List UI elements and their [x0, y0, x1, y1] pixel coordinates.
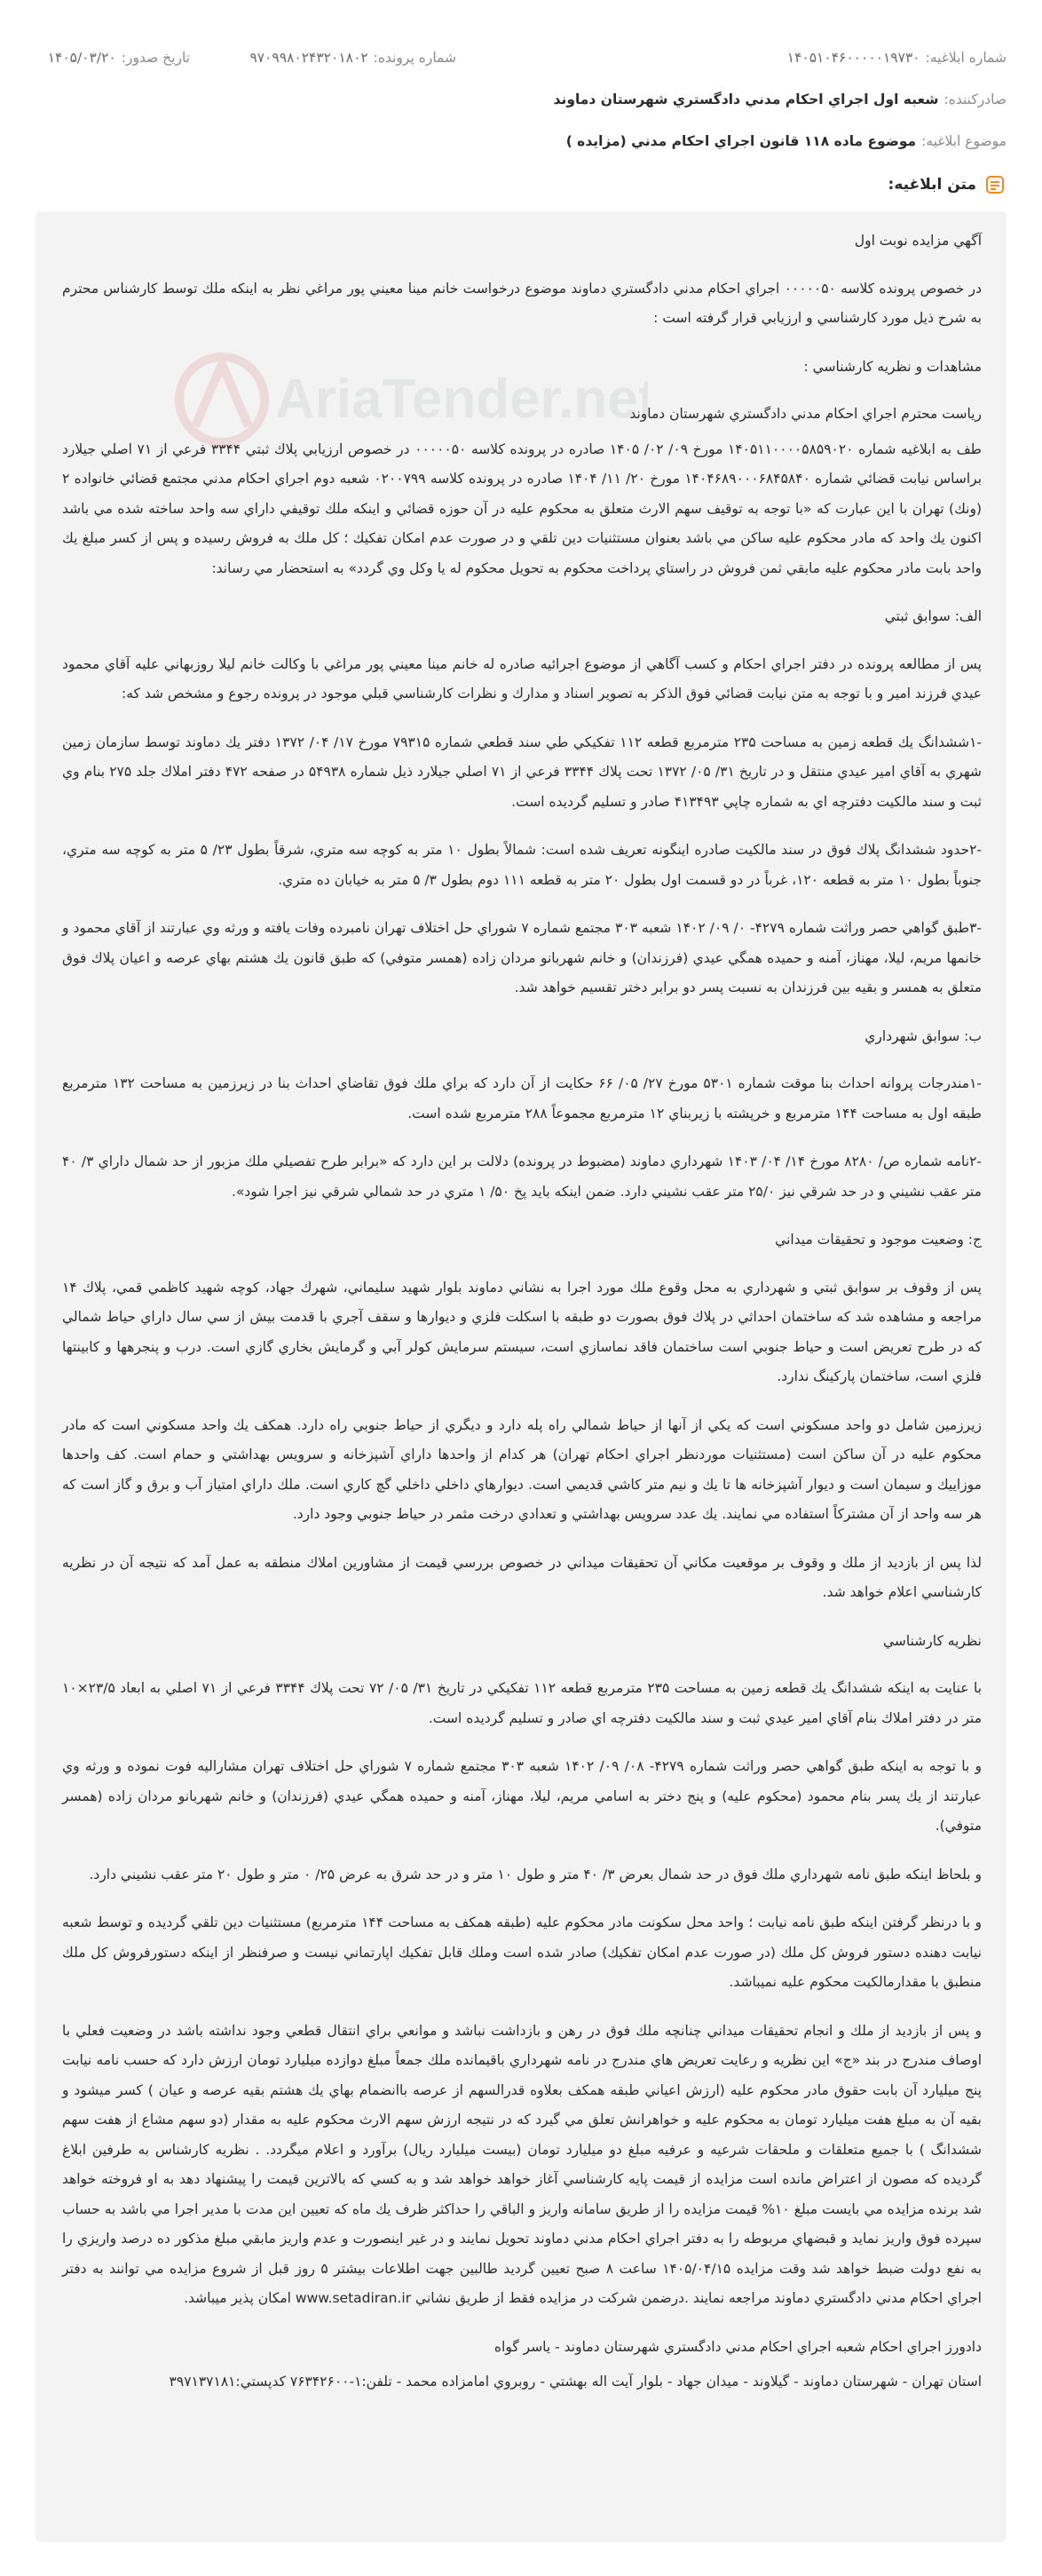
section-title: متن ابلاغیه: — [888, 176, 976, 194]
paragraph-field-3: لذا پس از بازديد از ملك و وقوف بر موقعيت مكاني آن تحقيقات ميداني در خصوص بررسي قيمت از مشاورين املاك منطقه به عمل آمد كه نتيجه آن در نظريه كارشناسي اعلام خواهد شد. — [62, 1554, 982, 1600]
paragraph-registration-3: -۳طبق گواهي حصر وراثت شماره ۴۲۷۹- ۰/ ۰۹/ ۱۴۰۲ شعبه ۳۰۳ مجتمع شماره ۷ شوراي حل اختلاف تهران نامبرده وفات يافته و ورثه وي عبارتند از آقاي محمود و خانمها مريم، ليلا، مهناز، آمنه و حميده همگي عيدي (فرزندان) و خانم شهربانو مردان زاده (همسر متوفي) كه طبق قانون يك هشتم بهاي عرصه و اعيان پلاك فوق متعلق به همسر و بقيه بين فرزندان به نسبت پسر دو برابر دختر تقسيم خواهد شد. — [62, 920, 982, 995]
paragraph-registration-2: -۲حدود ششدانگ پلاك فوق در سند مالكيت صادره اينگونه تعريف شده است: شمالاً بطول ۱۰ متر به كوچه سه متري، شرقاً بطول ۲۳/ ۵ متر به كوچه سه متري، جنوباً بطول ۱۰ متر به قطعه ۱۲۰، غرباً در دو قسمت اول بطول ۲۰ متر به قطعه ۱۱۱ دوم بطول ۳/ ۵ متر به خيابان ده متري. — [62, 842, 982, 888]
file-number-label: شماره پرونده: — [373, 50, 456, 66]
meta-row-subject — [36, 117, 1006, 165]
issuer — [554, 91, 1006, 107]
notice-number-value: ۱۴۰۵۱۰۴۶۰۰۰۰۰۱۹۷۳۰ — [786, 50, 920, 66]
meta-row-issuer — [36, 82, 1006, 117]
meta-row-numbers — [36, 34, 1006, 82]
subject-label: موضوع ابلاغیه: — [921, 133, 1006, 149]
paragraph-opinion-5: و پس از بازديد از ملك و انجام تحقيقات ميداني چنانچه ملك فوق در رهن و بازداشت نباشد و موانعي براي انتقال قطعي وجود نداشته باشد در وضعيت فعلي با اوصاف مندرج در بند «ج» اين نظريه و رعايت تعريض هاي مندرج در نامه شهرداري باقيمانده ملك جمعاً مبلغ دوازده ميليارد تومان ارزش دارد كه حسب نامه نيابت پنج ميليارد آن بابت حقوق مادر محكوم عليه (ارزش اعياني طبقه همكف بعلاوه قدرالسهم از عرصه باانضمام بهاي يك هشتم بقيه عرصه و عيان ) كسر ميشود و بقيه آن به مبلغ هفت ميليارد تومان به محكوم عليه و خواهرانش تعلق مي گيرد كه در نتيجه ارزش سهم الارث محكوم عليه به مقدار (دو سهم مشاع از هفت سهم ششدانگ ) با جميع متعلقات و ملحقات شرعيه و عرفيه مبلغ دو ميليارد تومان (بيست ميليارد ريال) برآورد و اعلام ميگردد. . نظريه كارشناس به طرفين ابلاغ گرديده كه مصون از اعتراض مانده است مزايده از قيمت پايه كارشناسي آغاز خواهد خواهد شد و به كسي كه بالاترين قيمت را پيشنهاد دهد به او فروخته خواهد شد برنده مزايده مي بايست مبلغ ۱۰% قيمت مزايده را از طريق سامانه واريز و الباقي را حداكثر ظرف يك ماه كه تعيين اين مدت با مدير اجرا مي باشد به حساب سپرده فوق واريز نمايد و قبضهاي مربوطه را به دفتر اجراي احكام مدني دماوند تحويل نمايند و در غير اينصورت و عدم واريز مابقي مبلغ مذكور ده درصد واريزي را به نفع دولت ضبط خواهد شد وقت مزايده ۱۴۰۵/۰۴/۱۵ ساعت ۸ صبح تعيين گرديد طالبين جهت اطلاعات بيشتر ۵ روز قبل از شروع مزايده مي توانند به دفتر اجراي احكام مدني دادگستري دماوند مراجعه نمايند .درضمن شركت در مزايده فقط از طريق نشاني www.setadiran.ir امكان پذير ميباشد. — [62, 2022, 982, 2306]
paragraph-heading-registration: الف: سوابق ثبتي — [884, 608, 982, 624]
paragraph-field-1: پس از وقوف بر سوابق ثبتي و شهرداري به محل وقوع ملك مورد اجرا به نشاني دماوند بلوار شهيد سليماني، شهرك جهاد، كوچه شهيد كاظمي قمي، پلاك ۱۴ مراجعه و مشاهده شد كه ساختمان احداثي در پلاك فوق بصورت دو طبقه با اسكلت فلزي و ديوارها و سقف آجري با قدمت بيش از سي سال داراي حياط شمالي كه در طرح تعريض است و حياط جنوبي است ساختمان فاقد نماسازي است، سيستم سرمايش كولر آبي و گرمايش بخاري گازي است. درب و پنجرهها و كابينتها فلزي است، ساختمان پاركينگ ندارد. — [62, 1279, 982, 1384]
issue-date — [48, 50, 190, 66]
notice-number — [456, 50, 1006, 66]
notice-number-label: شماره ابلاغیه: — [925, 50, 1006, 66]
paragraph-registration-review: پس از مطالعه پرونده در دفتر اجراي احكام و كسب آگاهي از موضوع اجرائيه صادره له خانم مينا معيني پور مراغي با وكالت خانم ليلا روزبهاني عليه آقاي محمود عيدي فرزند امير و با توجه به متن نيابت قضائي فوق الذكر به تصوير اسناد و مدارك و نظرات كارشناسي قبلي موجود در پرونده رجوع و مشخص شد كه: — [62, 655, 982, 701]
paragraph-opinion-4: و با درنظر گرفتن اينكه طبق نامه نيابت ؛ واحد محل سكونت مادر محكوم عليه (طبقه همكف به مساحت ۱۴۴ مترمربع) مستثنيات دين تلقي گرديده و توسط شعبه نيابت دهنده دستور فروش كل ملك (در صورت عدم امكان تفكيك) صادر شده است وملك قابل تفكيك اپارتماني نيست و صرفنظر از اينكه دستورفروش كل ملك منطبق با مقدارمالكيت محكوم عليه نمیباشد. — [62, 1914, 982, 1990]
paragraph-heading-municipality: ب: سوابق شهرداري — [864, 1027, 982, 1044]
subject-value: موضوع ماده ۱۱۸ قانون اجراي احکام مدني (مزايده ) — [565, 133, 917, 149]
issuer-label: صادرکننده: — [943, 91, 1006, 107]
paragraph-title: آگهي مزايده نوبت اول — [854, 233, 982, 249]
notice-meta — [36, 34, 1006, 165]
paragraph-registration-1: -۱ششدانگ يك قطعه زمين به مساحت ۲۳۵ مترمربع قطعه ۱۱۲ تفكيكي طي سند قطعي شماره ۷۹۳۱۵ مورخ ۱۷/ ۰۴/ ۱۳۷۲ دفتر يك دماوند توسط سازمان زمين شهري به آقاي امير عيدي منتقل و در تاريخ ۳۱/ ۰۵/ ۱۳۷۲ تحت پلاك ۳۳۴۴ فرعي از ۷۱ اصلي جيلارد ذيل شماره ۵۴۹۳۸ در صفحه ۴۷۲ دفتر املاك جلد ۲۷۵ بنام وي ثبت و سند مالكيت دفترچه اي به شماره چاپي ۴۱۳۴۹۳ صادر و تسليم گرديده است. — [62, 733, 982, 810]
paragraph-municipality-2: -۲نامه شماره ص/ ۸۲۸۰ مورخ ۱۴/ ۰۴/ ۱۴۰۳ شهرداري دماوند (مضبوط در پرونده) دلالت بر اين دارد كه «برابر طرح تفصيلي ملك مزبور از حد شمال داراي ۳/ ۴۰ متر عقب نشيني و در حد شرقي نيز ۲۵/۰ متر عقب نشيني دارد. ضمن اينكه بايد پخ ۵۰/ ۱ متري در حد شمالي شرقي نيز اجرا شود». — [62, 1153, 982, 1200]
file-number-value: ۹۷۰۹۹۸۰۲۴۳۲۰۱۸۰۲ — [249, 50, 368, 66]
paragraph-heading-opinion: نظريه كارشناسي — [882, 1632, 982, 1649]
paragraph-opinion-1: با عنايت به اينكه ششدانگ يك قطعه زمين به مساحت ۲۳۵ مترمربع قطعه ۱۱۲ تفكيكي در تاريخ ۳۱/ ۰۵/ ۷۲ تحت پلاك ۳۳۴۴ فرعي از ۷۱ اصلي به ابعاد ۲۳/۵×۱۰ متر در دفتر املاك بنام آقاي امير عيدي ثبت و سند مالكيت دفترچه اي صادر و تسليم گرديده است. — [62, 1680, 983, 1726]
notice-body — [62, 226, 982, 2403]
paragraph-municipality-1: -۱مندرجات پروانه احداث بنا موقت شماره ۵۳۰۱ مورخ ۲۷/ ۰۵/ ۶۶ حكايت از آن دارد كه براي ملك فوق تقاضاي احداث بنا در زيرزمين به مساحت ۱۳۲ مترمربع طبقه اول به مساحت ۱۴۴ مترمربع و خرپشته با زيربناي ۱۲ مترمربع مجموعاً ۲۸۸ مترمربع شده است. — [62, 1075, 983, 1122]
issue-date-value: ۱۴۰۵/۰۳/۲۰ — [47, 50, 116, 66]
paragraph-signature: دادورز اجراي احكام شعبه اجراي احكام مدني دادگستري شهرستان دماوند - ياسر گواه — [493, 2338, 982, 2355]
paragraph-heading-field: ج: وضعيت موجود و تحقيقات ميداني — [775, 1232, 982, 1248]
paragraph-addressee: رياست محترم اجراي احكام مدني دادگستري شهرستان دماوند — [629, 406, 982, 422]
paragraph-reference: طف به ابلاغيه شماره ۱۴۰۵۱۱۰۰۰۰۵۸۵۹۰۲۰ مورخ ۰۹/ ۰۲/ ۱۴۰۵ صادره در پرونده كلاسه ۰۰۰۰۰۵۰ در خصوص ارزيابي پلاك ثبتي ۳۳۴۴ فرعي از ۷۱ اصلي جيلارد براساس نيابت قضائي شماره ۱۴۰۴۶۸۹۰۰۰۶۸۴۵۸۴۰ مورخ ۲۰/ ۱۱/ ۱۴۰۴ صادره در پرونده كلاسه ۰۲۰۰۷۹۹ شعبه دوم اجراي احكام مدني مجتمع قضائي خانواده ۲ (ونك) تهران با اين عبارت كه «با توجه به توقيف سهم الارث متعلق به محكوم عليه در آن حوزه قضائي و اينكه ملك توقيفي داراي سه واحد ساخته شده مي باشد اكنون يك واحد كه مادر محكوم عليه ساكن مي باشد بعنوان مستثنيات دين تلقي و در صورت عدم امكان تفكيك ؛ كل ملك به فروش رسيده و پس از كسر مبلغ يك واحد بابت مادر محكوم عليه مابقي ثمن فروش در راستاي پرداخت محكوم به تحويل محكوم له يا وكل وي گردد» به استحضار مي رساند: — [62, 440, 983, 576]
subject — [566, 133, 1006, 149]
paragraph-field-2: زيرزمين شامل دو واحد مسكوني است كه يكي از آنها از حياط شمالي راه پله دارد و ديگري از حياط جنوبي راه دارد. همكف يك واحد مسكوني است كه مادر محكوم عليه در آن ساكن است (مستثنيات موردنظر اجراي احكام تهران) هر كدام از واحدها داراي آشپزخانه و سرويس بهداشتي و حمام است. كف واحدها موزاييك و سيمان است و ديوار آشپزخانه ها تا يك و نيم متر كاشي قديمي است. ديوارهاي داخلي داخلي گچ كاري است. ملك داراي امتياز آب و برق و گاز است كه هر سه واحد از آن مشتركاً استفاده مي نمايند. يك عدد سرويس بهداشتي و تعدادي درخت مثمر در حياط جنوبي وجود دارد. — [62, 1416, 982, 1522]
paragraph-address: استان تهران - شهرستان دماوند - گيلاوند - ميدان جهاد - بلوار آيت اله بهشتي - روبروي امامزاده محمد - تلفن:۱-۷۶۳۴۲۶۰۰ كدپستي:۳۹۷۱۳۷۱۸۱ — [169, 2374, 982, 2390]
file-number — [190, 50, 456, 66]
document-icon — [983, 173, 1006, 196]
paragraph-opinion-3: و بلحاظ اينكه طبق نامه شهرداري ملك فوق در حد شمال بعرض ۳/ ۴۰ متر و طول ۱۰ متر و در حد شرق به عرض ۲۵/ ۰ متر و طول ۲۰ متر عقب نشيني دارد. — [89, 1866, 982, 1882]
issuer-value: شعبه اول اجراي احكام مدني دادگستري شهرستان دماوند — [553, 91, 939, 107]
paragraph-opinion-2: و با توجه به اينكه طبق گواهي حصر وراثت شماره ۴۲۷۹- ۰۸/ ۰۹/ ۱۴۰۲ شعبه ۳۰۳ مجتمع شماره ۷ شوراي حل اختلاف تهران مشارالیه فوت نموده و ورثه وي عبارتند از يك پسر بنام محمود (محكوم عليه) و پنج دختر به اسامي مريم، ليلا، مهناز، آمنه و حميده همگي عيدي (فرزندان) و خانم شهربانو مردان زاده (همسر متوفي). — [62, 1758, 983, 1834]
issue-date-label: تاریخ صدور: — [121, 50, 190, 66]
paragraph-intro: در خصوص پرونده كلاسه ۰۰۰۰۰۵۰ اجراي احكام مدني دادگستري دماوند موضوع درخواست خانم مينا معيني پور مراغي نظر به اينكه ملك توسط كارشناس محترم به شرح ذيل مورد كارشناسي و ارزيابي قرار گرفته است : — [62, 280, 982, 326]
section-header — [888, 167, 1006, 202]
paragraph-heading-observations: مشاهدات و نظريه كارشناسي : — [803, 358, 982, 375]
